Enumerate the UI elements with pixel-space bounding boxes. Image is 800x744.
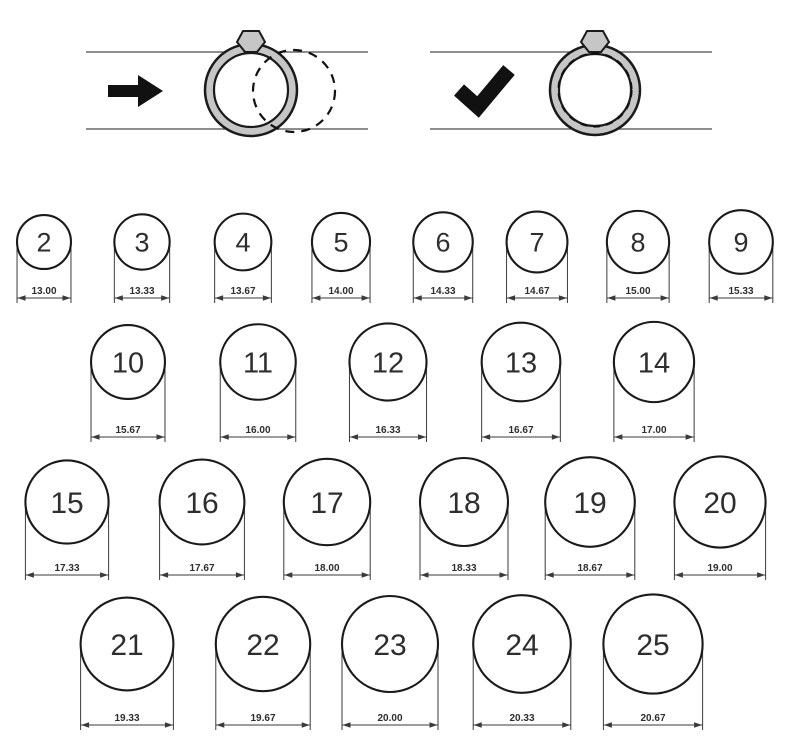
diameter-mm-label: 14.67 — [524, 286, 550, 297]
size-item-14 — [614, 322, 694, 442]
size-item-19 — [545, 457, 635, 580]
dimension-arrow-right — [764, 295, 772, 300]
diameter-mm-label: 16.67 — [508, 425, 534, 436]
dimension-arrow-left — [607, 295, 615, 300]
size-number: 3 — [134, 227, 150, 258]
size-item-6 — [413, 212, 472, 303]
size-item-22 — [216, 597, 310, 730]
size-number: 10 — [111, 347, 145, 380]
dimension-arrow-right — [757, 572, 765, 577]
size-item-21 — [81, 598, 174, 730]
size-number: 15 — [50, 486, 84, 520]
dimension-arrow-right — [430, 722, 438, 727]
dimension-arrow-right — [100, 572, 108, 577]
diameter-mm-label: 14.33 — [430, 286, 456, 297]
size-number: 21 — [110, 628, 144, 662]
size-number: 9 — [733, 227, 749, 258]
dimension-arrow-right — [287, 434, 295, 439]
size-number: 12 — [371, 347, 405, 380]
dimension-arrow-right — [626, 572, 634, 577]
size-item-15 — [25, 460, 108, 580]
diameter-mm-label: 18.00 — [314, 563, 340, 574]
dimension-arrow-left — [115, 295, 123, 300]
size-item-5 — [312, 213, 370, 303]
size-item-16 — [160, 460, 245, 580]
size-item-9 — [709, 210, 773, 303]
checkmark-icon — [459, 70, 509, 107]
size-item-17 — [284, 459, 370, 580]
dimension-arrow-left — [710, 295, 718, 300]
size-item-11 — [220, 324, 296, 442]
dimension-arrow-left — [604, 722, 612, 727]
diameter-mm-label: 18.67 — [577, 563, 603, 574]
dimension-arrow-left — [312, 295, 320, 300]
dimension-arrow-right — [156, 434, 164, 439]
dimension-arrow-right — [499, 572, 507, 577]
dimension-arrow-right — [464, 295, 472, 300]
dimension-arrow-right — [362, 572, 370, 577]
diameter-mm-label: 17.33 — [54, 563, 80, 574]
diameter-mm-label: 20.00 — [377, 713, 403, 724]
dimension-arrow-left — [216, 722, 224, 727]
dimension-arrow-right — [418, 434, 426, 439]
dimension-arrow-right — [562, 722, 570, 727]
size-number: 20 — [703, 486, 737, 520]
diameter-mm-label: 13.00 — [31, 286, 57, 297]
size-number: 7 — [529, 227, 545, 258]
dimension-arrow-right — [236, 572, 244, 577]
dimension-arrow-right — [362, 295, 370, 300]
dimension-arrow-left — [160, 572, 168, 577]
diameter-mm-label: 17.00 — [641, 425, 667, 436]
dimension-arrow-left — [343, 722, 351, 727]
size-number: 6 — [435, 227, 451, 258]
diameter-mm-label: 15.67 — [115, 425, 141, 436]
size-number: 16 — [185, 486, 219, 520]
dimension-arrow-left — [421, 572, 429, 577]
diameter-mm-label: 16.33 — [375, 425, 401, 436]
size-number: 17 — [310, 486, 344, 520]
dimension-arrow-right — [694, 722, 702, 727]
dimension-arrow-left — [284, 572, 292, 577]
diameter-mm-label: 14.00 — [328, 286, 354, 297]
dimension-arrow-right — [165, 722, 173, 727]
dimension-arrow-left — [350, 434, 358, 439]
diameter-mm-label: 19.00 — [707, 563, 733, 574]
size-item-13 — [482, 323, 561, 442]
ring-inner-edge — [214, 53, 288, 127]
size-item-24 — [473, 595, 571, 730]
diameter-mm-label: 15.33 — [728, 286, 754, 297]
size-number: 23 — [373, 628, 407, 662]
size-item-4 — [215, 214, 272, 303]
dimension-arrow-right — [62, 295, 70, 300]
dimension-arrow-left — [26, 572, 34, 577]
diameter-mm-label: 19.67 — [250, 713, 276, 724]
dimension-arrow-left — [414, 295, 422, 300]
dimension-arrow-right — [263, 295, 271, 300]
dimension-arrow-right — [661, 295, 669, 300]
dimension-arrow-right — [686, 434, 694, 439]
size-item-25 — [603, 594, 702, 730]
correct-fit-illustration — [430, 31, 712, 135]
size-item-20 — [674, 456, 765, 580]
diameter-mm-label: 20.33 — [509, 713, 535, 724]
dimension-arrow-right — [302, 722, 310, 727]
dimension-arrow-left — [474, 722, 482, 727]
diameter-mm-label: 16.00 — [245, 425, 271, 436]
size-number: 13 — [504, 347, 538, 380]
gem-icon — [581, 31, 609, 52]
size-item-8 — [607, 211, 669, 303]
dimension-arrow-left — [215, 295, 223, 300]
dimension-arrow-right — [552, 434, 560, 439]
dimension-arrow-left — [482, 434, 490, 439]
dimension-arrow-left — [507, 295, 515, 300]
size-number: 22 — [246, 628, 280, 662]
size-number: 25 — [636, 628, 670, 662]
size-number: 8 — [630, 227, 646, 258]
size-number: 18 — [447, 486, 481, 520]
diameter-mm-label: 13.33 — [129, 286, 155, 297]
diameter-mm-label: 18.33 — [451, 563, 477, 574]
size-item-2 — [17, 215, 71, 303]
incorrect-fit-illustration — [86, 31, 368, 136]
dimension-arrow-right — [559, 295, 567, 300]
size-item-23 — [342, 596, 438, 730]
dimension-arrow-right — [161, 295, 169, 300]
size-number: 5 — [333, 227, 349, 258]
diameter-mm-label: 17.67 — [189, 563, 215, 574]
dimension-arrow-left — [221, 434, 229, 439]
dimension-arrow-left — [81, 722, 89, 727]
size-number: 2 — [36, 227, 52, 258]
dimension-arrow-left — [614, 434, 622, 439]
arrow-right-icon — [108, 75, 163, 107]
size-number: 14 — [637, 347, 671, 380]
size-number: 11 — [242, 347, 274, 380]
diameter-mm-label: 19.33 — [114, 713, 140, 724]
size-item-10 — [91, 325, 165, 442]
diameter-mm-label: 13.67 — [230, 286, 256, 297]
size-number: 4 — [235, 227, 251, 258]
size-number: 24 — [505, 628, 539, 662]
dimension-arrow-left — [18, 295, 26, 300]
size-item-18 — [420, 458, 508, 580]
size-item-7 — [507, 212, 568, 303]
diameter-mm-label: 20.67 — [640, 713, 666, 724]
diameter-mm-label: 15.00 — [625, 286, 651, 297]
dimension-arrow-left — [675, 572, 683, 577]
size-item-3 — [114, 214, 169, 303]
gem-icon — [237, 31, 265, 52]
size-item-12 — [349, 323, 426, 442]
size-number: 19 — [573, 486, 607, 520]
dimension-arrow-left — [92, 434, 100, 439]
dimension-arrow-left — [546, 572, 554, 577]
